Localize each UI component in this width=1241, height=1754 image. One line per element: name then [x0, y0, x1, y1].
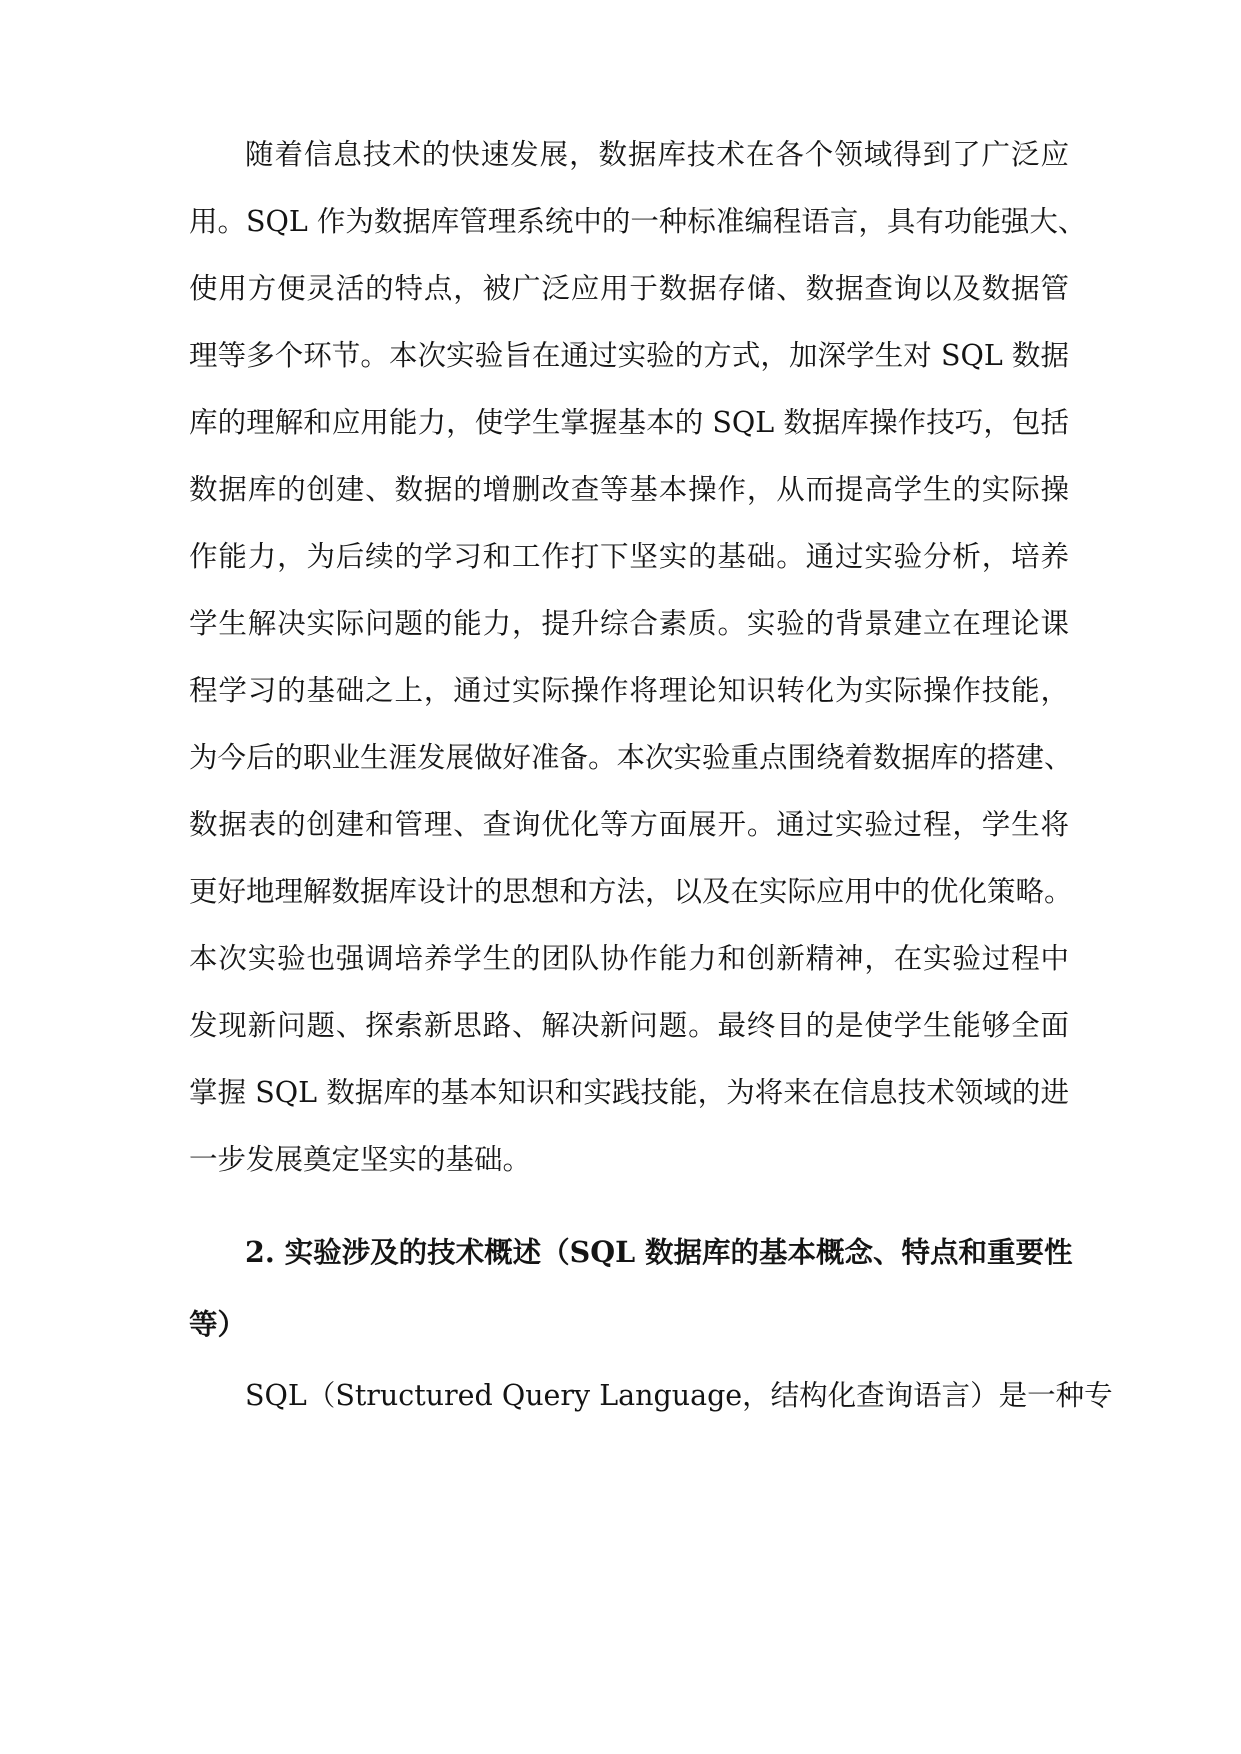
paragraph-1-line: 掌握 SQL 数据库的基本知识和实践技能，为将来在信息技术领域的进 — [189, 1076, 1069, 1109]
paragraph-2-line: SQL（Structured Query Language，结构化查询语言）是一种专 — [245, 1379, 1113, 1412]
paragraph-1-line: 用。SQL 作为数据库管理系统中的一种标准编程语言，具有功能强大、 — [189, 205, 1087, 238]
section-heading-continued: 等） — [189, 1307, 247, 1341]
paragraph-1-line: 程学习的基础之上，通过实际操作将理论知识转化为实际操作技能， — [189, 674, 1069, 707]
paragraph-1-line: 作能力，为后续的学习和工作打下坚实的基础。通过实验分析，培养 — [189, 540, 1069, 573]
paragraph-1-line: 理等多个环节。本次实验旨在通过实验的方式，加深学生对 SQL 数据 — [189, 339, 1069, 372]
paragraph-1-line: 本次实验也强调培养学生的团队协作能力和创新精神，在实验过程中 — [189, 942, 1069, 975]
section-heading: 2. 实验涉及的技术概述（SQL 数据库的基本概念、特点和重要性 — [245, 1235, 1073, 1269]
paragraph-1-line: 使用方便灵活的特点，被广泛应用于数据存储、数据查询以及数据管 — [189, 272, 1069, 305]
paragraph-1-line: 数据库的创建、数据的增删改查等基本操作，从而提高学生的实际操 — [189, 473, 1069, 506]
paragraph-1-line: 一步发展奠定坚实的基础。 — [189, 1143, 532, 1176]
paragraph-1-line: 发现新问题、探索新思路、解决新问题。最终目的是使学生能够全面 — [189, 1009, 1069, 1042]
paragraph-1-line: 随着信息技术的快速发展，数据库技术在各个领域得到了广泛应 — [245, 138, 1069, 171]
paragraph-1-line: 库的理解和应用能力，使学生掌握基本的 SQL 数据库操作技巧，包括 — [189, 406, 1069, 439]
paragraph-1-line: 更好地理解数据库设计的思想和方法，以及在实际应用中的优化策略。 — [189, 875, 1073, 908]
paragraph-1-line: 为今后的职业生涯发展做好准备。本次实验重点围绕着数据库的搭建、 — [189, 741, 1073, 774]
paragraph-1-line: 学生解决实际问题的能力，提升综合素质。实验的背景建立在理论课 — [189, 607, 1069, 640]
paragraph-1-line: 数据表的创建和管理、查询优化等方面展开。通过实验过程，学生将 — [189, 808, 1069, 841]
